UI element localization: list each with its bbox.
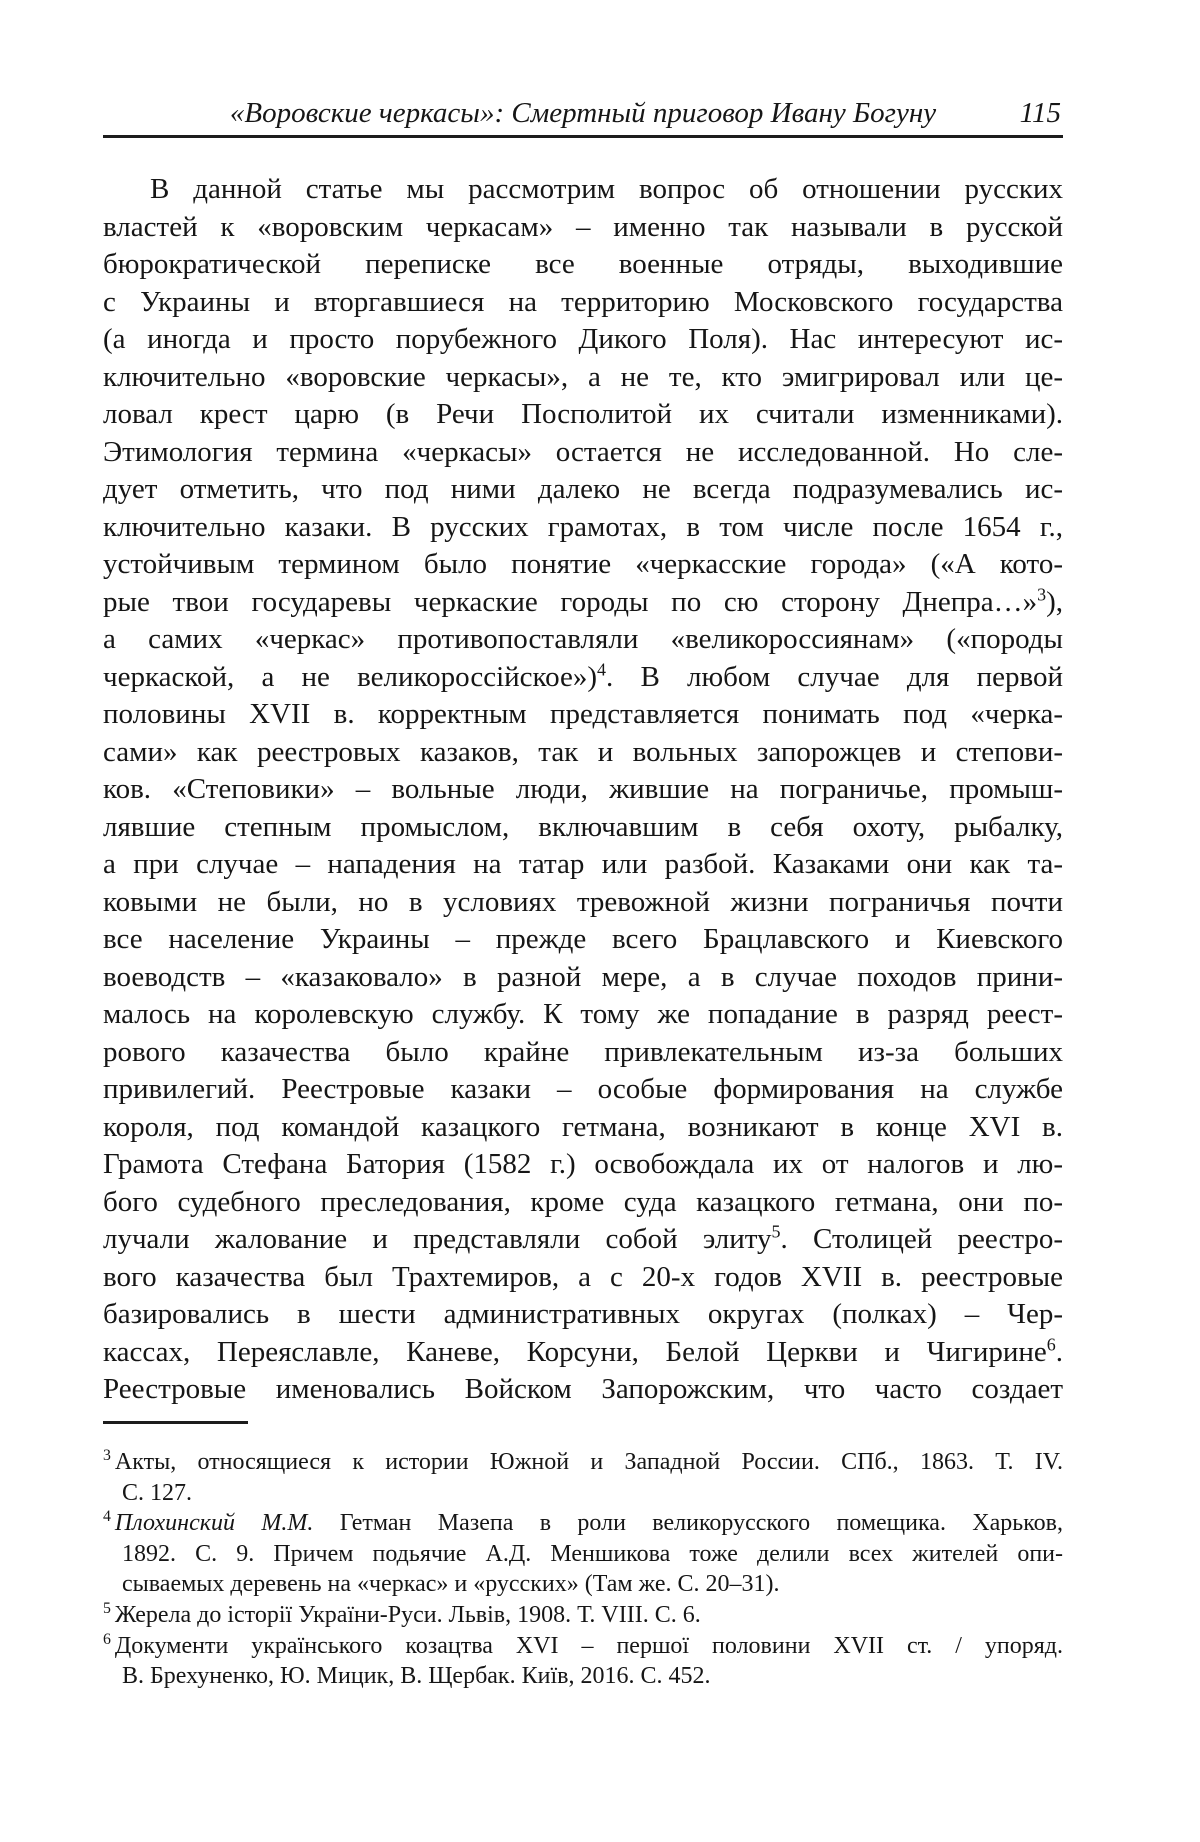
text-segment: В. Брехуненко, Ю. Мицик, В. Щербак. Київ, 2016. С. 452. <box>122 1663 711 1690</box>
footnote-line <box>122 1661 1063 1692</box>
text-line <box>103 1034 1063 1072</box>
text-segment: . <box>1055 1335 1063 1368</box>
footnote-number: 4 <box>103 1508 111 1526</box>
text-segment: устойчивым термином было понятие «черкасские города» («А кото- <box>103 548 1063 580</box>
text-line <box>103 1146 1063 1184</box>
footnote-ref: 5 <box>771 1221 781 1242</box>
footnote-line-first <box>103 1508 1064 1539</box>
footnote-number: 6 <box>103 1630 111 1648</box>
text-line <box>103 246 1063 284</box>
text-line <box>103 846 1063 884</box>
text-line <box>103 771 1063 809</box>
text-segment: 1892. С. 9. Причем подьячие А.Д. Меншикова тоже делили всех жителей опи- <box>122 1540 1063 1567</box>
text-line <box>103 809 1063 847</box>
text-line <box>103 1259 1063 1297</box>
text-segment: черкаской, а не великороссійское») <box>103 660 598 693</box>
text-segment: малось на королевскую службу. К тому же попадание в разряд реест- <box>103 998 1063 1030</box>
text-line <box>103 1296 1063 1334</box>
text-segment: ключительно казаки. В русских грамотах, в том числе после 1654 г., <box>103 510 1063 543</box>
text-segment: Акты, относящиеся к истории Южной и Западной России. СПб., 1863. Т. IV. <box>114 1449 1063 1475</box>
text-line <box>103 1221 1063 1259</box>
text-line <box>103 1109 1063 1147</box>
text-line <box>103 1371 1063 1409</box>
text-line <box>103 1184 1063 1222</box>
text-line <box>103 621 1063 659</box>
footnote-ref: 3 <box>1037 583 1047 604</box>
page-number: 115 <box>1019 97 1061 129</box>
text-line <box>103 1071 1063 1109</box>
text-line <box>103 209 1063 247</box>
footnote-line <box>122 1569 1063 1600</box>
text-line <box>103 434 1063 472</box>
text-segment: ловал крест царю (в Речи Посполитой их считали изменниками). <box>103 398 1063 430</box>
text-segment: дует отметить, что под ними далеко не всегда подразумевались ис- <box>103 473 1063 505</box>
text-segment: рового казачества было крайне привлекательным из-за больших <box>103 1035 1063 1068</box>
text-segment: короля, под командой казацкого гетмана, возникают в конце XVI в. <box>103 1110 1063 1143</box>
text-segment: ключительно «воровские черкасы», а не те, кто эмигрировал или це- <box>103 360 1063 393</box>
text-segment: властей к «воровским черкасам» – именно так называли в русской <box>103 210 1063 243</box>
text-segment: Документи українського козацтва XVI – першої половини XVII ст. / упоряд. <box>114 1632 1063 1659</box>
footnote-line-first <box>103 1630 1063 1662</box>
text-segment: базировались в шести административных округах (полках) – Чер- <box>103 1298 1063 1330</box>
running-head-title: «Воровские черкасы»: Смертный приговор Ивану Богуну <box>229 97 937 129</box>
text-segment: Грамота Стефана Батория (1582 г.) освобождала их от налогов и лю- <box>103 1148 1063 1180</box>
text-segment: В данной статье мы рассмотрим вопрос об отношении русских <box>150 173 1063 205</box>
footnote-line-first <box>103 1599 1063 1631</box>
text-line <box>103 396 1063 434</box>
text-segment: ), <box>1046 585 1063 618</box>
text-segment: с Украины и вторгавшиеся на территорию Московского государства <box>103 285 1063 318</box>
text-line <box>103 1334 1063 1372</box>
footnotes-block <box>103 1447 1063 1692</box>
footnote-separator <box>103 1421 248 1424</box>
text-line <box>103 659 1063 697</box>
text-line <box>103 359 1063 397</box>
text-segment: лучали жалование и представляли собой элиту <box>103 1223 772 1255</box>
footnote-line <box>122 1478 1063 1509</box>
text-segment: (а иногда и просто порубежного Дикого Поля). Нас интересуют ис- <box>103 323 1063 355</box>
text-segment: все население Украины – прежде всего Брацлавского и Киевского <box>103 923 1063 955</box>
text-line <box>103 584 1063 622</box>
text-segment: Реестровые именовались Войском Запорожским, что часто создает <box>103 1373 1063 1405</box>
text-segment: бого судебного преследования, кроме суда казацкого гетмана, они по- <box>103 1185 1063 1218</box>
text-line <box>103 734 1063 772</box>
text-segment: Жерела до історії України-Руси. Львів, 1908. Т. VIII. С. 6. <box>114 1601 701 1628</box>
text-segment: а при случае – нападения на татар или разбой. Казаками они как та- <box>103 848 1063 880</box>
text-segment: ковыми не были, но в условиях тревожной жизни пограничья почти <box>103 885 1063 918</box>
text-segment: привилегий. Реестровые казаки – особые формирования на службе <box>103 1073 1063 1105</box>
text-segment: лявшие степным промыслом, включавшим в себя охоту, рыбалку, <box>103 810 1063 843</box>
footnote-number: 5 <box>103 1599 111 1617</box>
text-segment: сами» как реестровых казаков, так и вольных запорожцев и степови- <box>103 735 1063 768</box>
text-line <box>103 884 1063 922</box>
article-body <box>103 171 1063 1409</box>
text-segment: воеводств – «казаковало» в разной мере, а в случае походов прини- <box>103 960 1063 993</box>
text-segment: С. 127. <box>122 1479 193 1506</box>
footnote-ref: 6 <box>1046 1333 1056 1354</box>
text-segment: Гетман Мазепа в роли великорусского помещика. Харьков, <box>313 1510 1064 1537</box>
footnote-ref: 4 <box>597 658 607 679</box>
text-line <box>103 959 1063 997</box>
footnote-line <box>122 1539 1063 1570</box>
running-head <box>103 96 1063 138</box>
text-line <box>103 546 1063 584</box>
footnote-line-first <box>103 1447 1063 1478</box>
text-line <box>103 996 1063 1034</box>
text-segment: кассах, Переяславле, Каневе, Корсуни, Белой Церкви и Чигирине <box>103 1335 1047 1368</box>
text-line <box>103 471 1063 509</box>
text-segment-italic: Плохинский М.М. <box>114 1510 314 1537</box>
text-segment: . В любом случае для первой <box>606 660 1063 693</box>
text-segment: а самих «черкас» противопоставляли «великороссиянам» («породы <box>103 623 1063 655</box>
text-segment: . Столицей реестро- <box>780 1223 1064 1255</box>
text-line <box>103 921 1063 959</box>
text-line <box>103 321 1063 359</box>
text-segment: половины XVII в. корректным представляется понимать под «черка- <box>103 698 1063 730</box>
text-segment: ков. «Степовики» – вольные люди, жившие на пограничье, промыш- <box>103 773 1063 805</box>
text-segment: сываемых деревень на «черкас» и «русских» (Там же. С. 20–31). <box>122 1571 780 1598</box>
text-segment: вого казачества был Трахтемиров, а с 20-х годов XVII в. реестровые <box>103 1260 1063 1293</box>
text-segment: Этимология термина «черкасы» остается не исследованной. Но сле- <box>103 435 1063 468</box>
text-line <box>103 284 1063 322</box>
text-segment: рые твои государевы черкаские городы по сю сторону Днепра…» <box>103 585 1038 618</box>
text-line <box>103 171 1063 209</box>
text-line <box>103 509 1063 547</box>
text-line <box>103 696 1063 734</box>
text-segment: бюрократической переписке все военные отряды, выходившие <box>103 248 1063 280</box>
footnote-number: 3 <box>103 1447 111 1464</box>
